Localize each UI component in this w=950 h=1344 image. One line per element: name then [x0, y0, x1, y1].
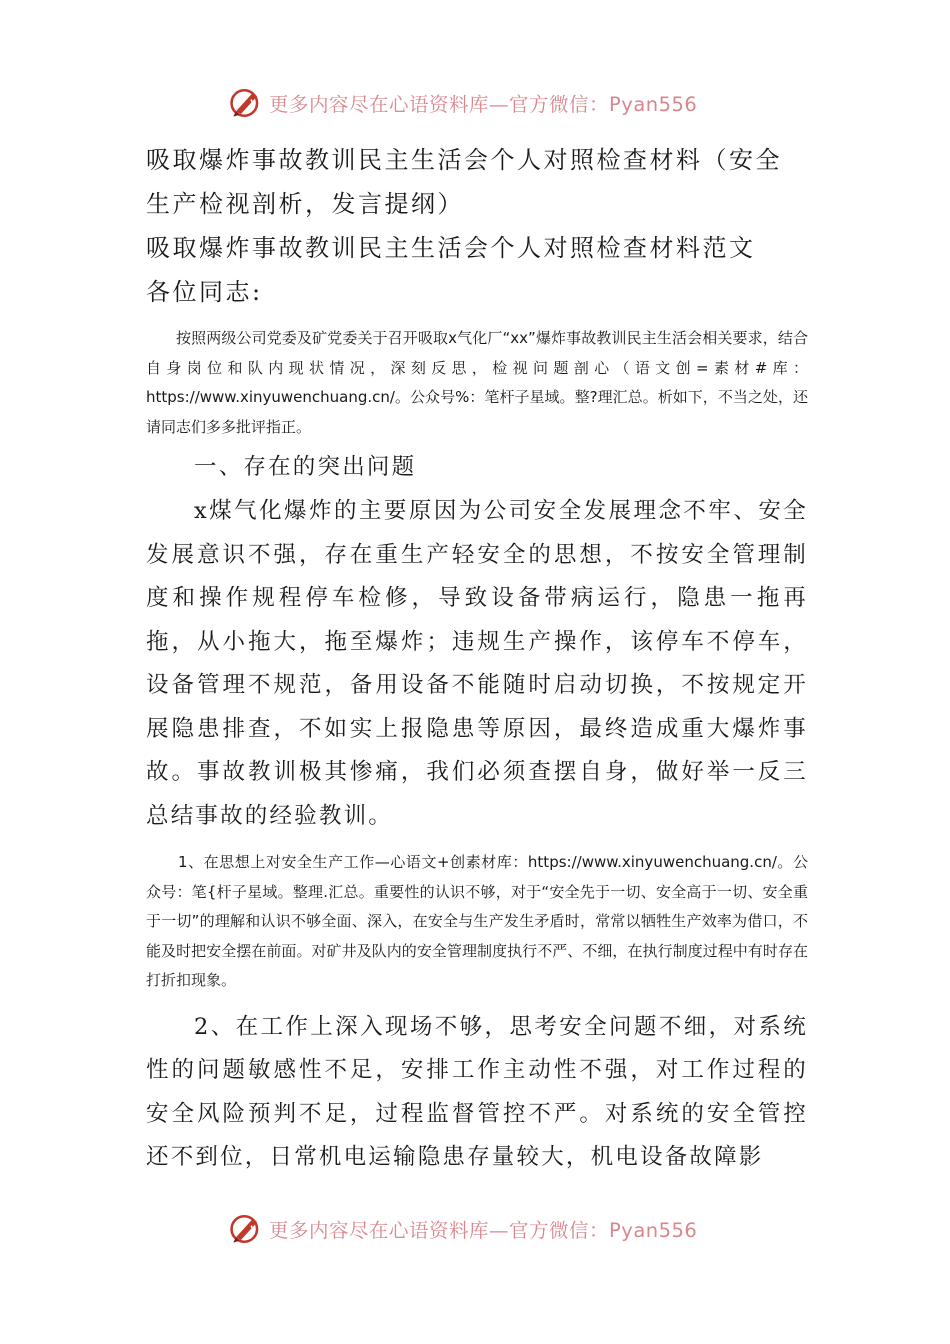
footer-banner: [229, 1209, 697, 1249]
salutation: 各位同志:: [146, 278, 263, 306]
document-body: [146, 138, 808, 1180]
wechat-id: Pyan556: [609, 1219, 698, 1242]
section-paragraph: x煤气化爆炸的主要原因为公司安全发展理念不牢、安全发展意识不强，存在重生产轻安全的思想，不按安全管理制度和操作规程停车检修，导致设备带病运行，隐患一拖再拖，从小拖大，拖至爆炸；违规生产操作，该停车不停车，设备管理不规范，备用设备不能随时启动切换，不按规定开展隐患排查，不如实上报隐患等原因，最终造成重大爆炸事故。事故教训极其惨痛，我们必须查摆自身，做好举一反三总结事故的经验教训。: [146, 498, 808, 829]
intro-paragraph: 按照两级公司党委及矿党委关于召开吸取x气化厂“xx”爆炸事故教训民主生活会相关要求，结合自身岗位和队内现状情况，深刻反思，检视问题剖心（语文创=素材#库：https://www.xinyuwenchuang.cn/。公众号%：笔杆子星域。整?理汇总。析如下，不当之处，还请同志们多多批评指正。: [146, 329, 808, 436]
banner-text: 更多内容尽在心语资料库—官方微信：Pyan556: [269, 93, 698, 116]
section-heading: 一、存在的突出问题: [194, 454, 417, 480]
document-subtitle: 吸取爆炸事故教训民主生活会个人对照检查材料范文: [146, 234, 756, 262]
document-title: 吸取爆炸事故教训民主生活会个人对照检查材料（安全生产检视剖析，发言提纲）: [146, 146, 782, 218]
header-banner: [229, 83, 697, 123]
pen-logo-icon: [229, 1212, 263, 1246]
list-item-2: 2、在工作上深入现场不够，思考安全问题不细，对系统性的问题敏感性不足，安排工作主动性不强，对工作过程的安全风险预判不足，过程监督管控不严。对系统的安全管控还不到位，日常机电运输隐患存量较大，机电设备故障影: [146, 1013, 808, 1170]
list-item-1: 1、在思想上对安全生产工作—心语文+创素材库：https://www.xinyuwenchuang.cn/。公众号：笔{杆子星域。整理.汇总。重要性的认识不够，对于“安全先于一切、安全高于一切、安全重于一切”的理解和认识不够全面、深入，在安全与生产发生矛盾时，常常以牺牲生产效率为借口，不能及时把安全摆在前面。对矿井及队内的安全管理制度执行不严、不细，在执行制度过程中有时存在打折扣现象。: [146, 853, 808, 989]
wechat-id: Pyan556: [609, 93, 698, 116]
banner-text: 更多内容尽在心语资料库—官方微信：Pyan556: [269, 1219, 698, 1242]
pen-logo-icon: [229, 86, 263, 120]
